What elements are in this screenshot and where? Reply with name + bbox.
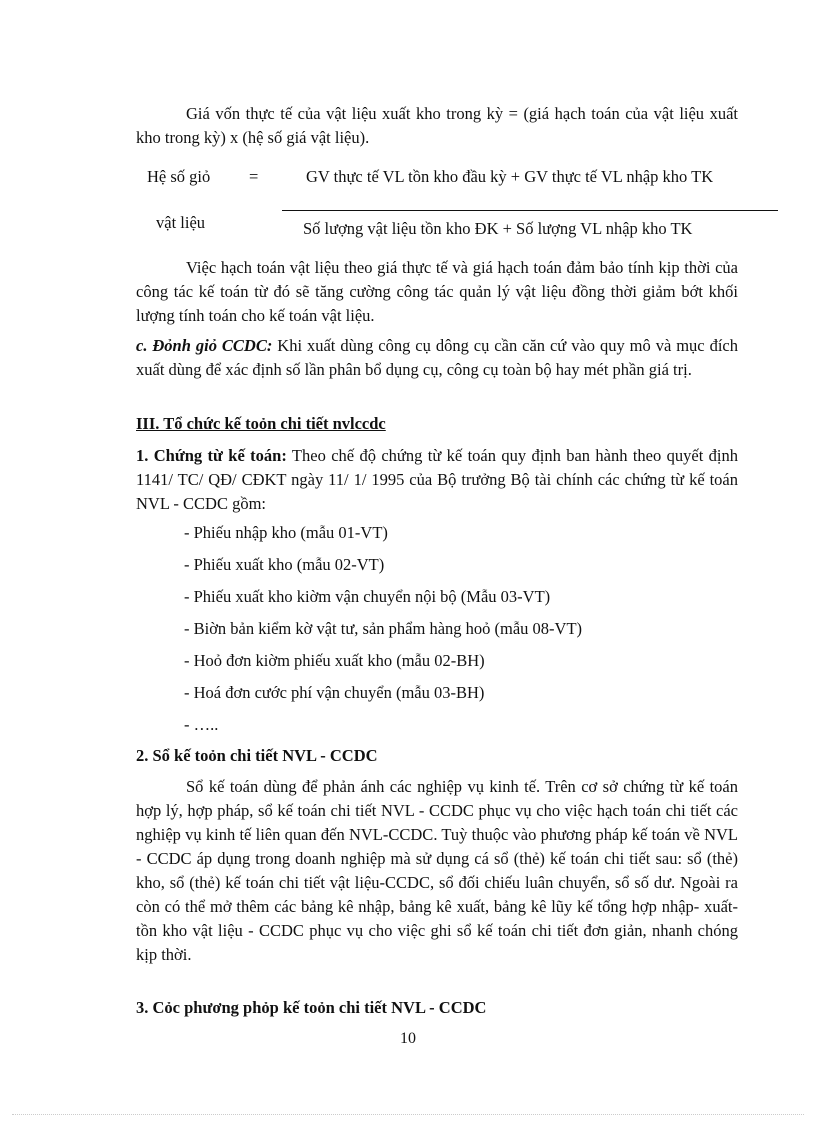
section-1-heading: 1. Chứng từ kế toán:: [136, 446, 287, 465]
list-item: - Phiếu xuất kho (mẫu 02-VT): [184, 555, 385, 574]
section-c-heading: c. Đỏnh giỏ CCDC:: [136, 336, 273, 355]
section-2-heading: 2. Sổ kế toỏn chi tiết NVL - CCDC: [136, 746, 378, 765]
section-c-text: Khi xuất dùng công cụ dông cụ cần căn cứ vào quy mô và mục đích xuất dùng để xác định số lần phân bổ dụng cụ, công cụ toàn bộ hay mét phần giá trị.: [136, 336, 738, 379]
list-item: - Phiếu xuất kho kiờm vận chuyển nội bộ (Mẫu 03-VT): [184, 587, 551, 606]
formula-numerator: GV thực tế VL tồn kho đầu kỳ + GV thực tế VL nhập kho TK: [306, 167, 714, 186]
formula-label-top: Hệ số giỏ: [147, 167, 211, 186]
section-1-text: Theo chế độ chứng từ kế toán quy định ban hành theo quyết định 1141/ TC/ QĐ/ CĐKT ngày 11/ 1/ 1995 của Bộ trưởng Bộ tài chính các chứng từ kế toán NVL - CCDC gồm:: [136, 446, 738, 513]
section-2-paragraph: Sổ kế toán dùng để phản ánh các nghiệp vụ kinh tế. Trên cơ sở chứng từ kế toán hợp lý, hợp pháp, sổ kế toán chi tiết NVL - CCDC phục vụ cho việc hạch toán chi tiết các nghiệp vụ kinh tế liên quan đến NVL-CCDC. Tuỳ thuộc vào phương pháp kế toán về NVL - CCDC áp dụng trong doanh nghiệp mà sử dụng cá sổ (thẻ) kế toán chi tiết sau: sổ (thẻ) kho, sổ (thẻ) kế toán chi tiết vật liệu-CCDC, sổ đối chiếu luân chuyển, sổ số dư. Ngoài ra còn có thể mở thêm các bảng kê nhập, bảng kê xuất, bảng kê lũy kế tổng hợp nhập- xuất-tồn kho vật liệu - CCDC phục vụ cho việc ghi sổ kế toán chi tiết đơn giản, nhanh chóng kịp thời.: [136, 777, 738, 964]
intro-paragraph: Giá vốn thực tế của vật liệu xuất kho trong kỳ = (giá hạch toán của vật liệu xuất kho trong kỳ) x (hệ số giá vật liệu).: [136, 104, 738, 147]
section-c-paragraph: [136, 334, 738, 382]
list-item: - Hoỏ đơn kiờm phiếu xuất kho (mẫu 02-BH): [184, 651, 485, 670]
formula-equals: =: [249, 167, 259, 186]
section-1-paragraph: [136, 444, 738, 516]
section-3-heading: 3. Cỏc phương phỏp kế toỏn chi tiết NVL - CCDC: [136, 998, 487, 1017]
list-item: - Biờn bản kiểm kờ vật tư, sản phẩm hàng hoỏ (mẫu 08-VT): [184, 619, 583, 638]
list-item: - …..: [184, 715, 219, 734]
page-border: [12, 1114, 804, 1115]
formula-denominator: Số lượng vật liệu tồn kho ĐK + Số lượng VL nhập kho TK: [303, 219, 693, 238]
list-item: - Phiếu nhập kho (mẫu 01-VT): [184, 523, 388, 542]
section-iii-heading: III. Tổ chức kế toỏn chi tiết nvlccdc: [136, 414, 386, 433]
hach-toan-paragraph: Việc hạch toán vật liệu theo giá thực tế và giá hạch toán đảm bảo tính kịp thời của công tác kế toán từ đó sẽ tăng cường công tác quản lý vật liệu đồng thời giảm bớt khối lượng tính toán cho kế toán vật liệu.: [136, 258, 738, 325]
fraction-line: [282, 210, 778, 211]
list-item: - Hoá đơn cước phí vận chuyển (mẫu 03-BH): [184, 683, 485, 702]
page-number: 10: [400, 1030, 416, 1047]
formula-label-bottom: vật liệu: [156, 213, 206, 232]
